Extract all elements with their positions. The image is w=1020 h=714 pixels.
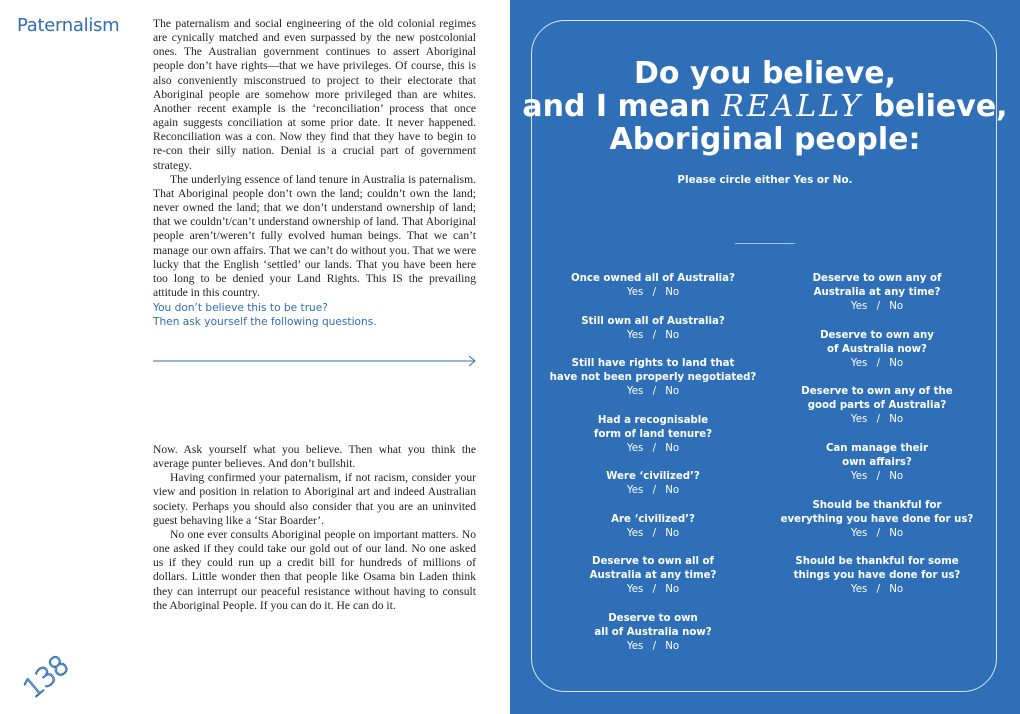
question-text: Can manage their own affairs?	[825, 443, 929, 469]
yes-no-answer[interactable]: Yes / No	[850, 584, 904, 596]
yes-no-answer[interactable]: Yes / No	[850, 301, 904, 313]
yes-no-answer[interactable]: Yes / No	[626, 641, 680, 653]
right-page	[510, 0, 1020, 714]
question-text: Deserve to own all of Australia now?	[594, 613, 712, 639]
question-item	[533, 513, 773, 541]
headline-really: REALLY	[721, 89, 864, 124]
question-item	[533, 470, 773, 498]
headline-line-3: Aboriginal people:	[609, 122, 921, 157]
arrow-right-icon	[153, 354, 479, 368]
paragraph: The underlying essence of land tenure in Australia is paternalism. That Aboriginal people don’t own the land; couldn’t own the land; never owned the land; that we don’t understand ownership of land; that we couldn’t/can’t understand ownership of land. That Aboriginal people aren’t/weren’t fully evolved human beings. That we can’t manage our own affairs. That we can’t do without you. That we were lucky that the English ‘settled’ our lands. That you have been here too long to be denied your Land Rights. This IS the prevailing attitude in this country.	[153, 172, 476, 299]
question-item	[757, 555, 997, 598]
yes-no-answer[interactable]: Yes / No	[850, 528, 904, 540]
body-text-bottom	[153, 443, 476, 613]
question-text: Still own all of Australia?	[581, 316, 725, 327]
paragraph: No one ever consults Aboriginal people on important matters. No one asked if they could take our gold out of our land. No one asked us if they could run up a credit bill for hundreds of millions of dollars. Little wonder then that people like Osama bin Laden think they can interrupt our peaceful resistance without having to consult the Aboriginal People. If you can do it. He can do it.	[153, 527, 476, 612]
page-number-text: 138	[17, 650, 75, 705]
yes-no-answer[interactable]: Yes / No	[626, 443, 680, 455]
yes-no-answer[interactable]: Yes / No	[626, 287, 680, 299]
headline	[510, 57, 1020, 156]
instruction: Please circle either Yes or No.	[677, 174, 853, 186]
divider	[735, 243, 795, 244]
question-text: Had a recognisable form of land tenure?	[593, 415, 713, 441]
yes-no-answer[interactable]: Yes / No	[850, 471, 904, 483]
yes-no-answer[interactable]: Yes / No	[626, 386, 680, 398]
question-text: Deserve to own all of Australia at any time?	[589, 556, 717, 582]
page-number	[16, 650, 76, 705]
question-item	[757, 385, 997, 428]
question-text: Are ‘civilized’?	[611, 514, 695, 525]
question-item	[757, 329, 997, 372]
question-item	[533, 272, 773, 300]
headline-and-i-mean: and I mean	[522, 89, 711, 124]
question-text: Should be thankful for everything you have done for us?	[780, 500, 974, 526]
question-text: Deserve to own any of Australia now?	[820, 330, 934, 356]
question-text: Were ‘civilized’?	[606, 471, 700, 482]
question-text: Once owned all of Australia?	[571, 273, 735, 284]
question-text: Deserve to own any of Australia at any time?	[812, 273, 942, 299]
headline-line-2	[510, 90, 1020, 123]
yes-no-answer[interactable]: Yes / No	[850, 358, 904, 370]
section-title: Paternalism	[17, 15, 120, 36]
question-item	[533, 555, 773, 598]
prompt-line: Then ask yourself the following questions.	[153, 316, 377, 328]
question-item	[533, 357, 773, 400]
question-item	[533, 414, 773, 457]
yes-no-answer[interactable]: Yes / No	[626, 584, 680, 596]
yes-no-answer[interactable]: Yes / No	[626, 528, 680, 540]
prompt-line: You don’t believe this to be true?	[153, 302, 328, 314]
body-text-top	[153, 17, 476, 300]
headline-believe: believe,	[873, 89, 1008, 124]
paragraph: Having confirmed your paternalism, if not racism, consider your view and position in relation to Aboriginal art and indeed Australian society. Perhaps you should also consider that you are an uninvited guest behaving like a ‘Star Boarder’.	[153, 471, 476, 527]
question-item	[757, 272, 997, 315]
yes-no-answer[interactable]: Yes / No	[850, 414, 904, 426]
question-item	[757, 499, 997, 542]
prompt-text	[153, 301, 377, 329]
question-item	[757, 442, 997, 485]
paragraph: Now. Ask yourself what you believe. Then what you think the average punter believes. And don’t bullshit.	[153, 443, 476, 471]
question-item	[533, 612, 773, 655]
headline-line-1: Do you believe,	[634, 56, 896, 91]
question-text: Should be thankful for some things you have done for us?	[793, 556, 961, 582]
question-item	[533, 315, 773, 343]
question-text: Still have rights to land that have not been properly negotiated?	[549, 358, 757, 384]
paragraph: The paternalism and social engineering of the old colonial regimes are cynically matched and even surpassed by the new postcolonial ones. The Australian government continues to assert Aboriginal people don’t have rights—that we have privileges. Of course, this is also conveniently misconstrued to project to their electorate that Aboriginal people are somehow more privileged than are whites. Another recent example is the ‘reconciliation’ process that once again suggests conciliation at some prior date. It never happened. Reconciliation was a con. Now they find that they have to begin to re-con their silly nation. Denial is a crucial part of government strategy.	[153, 17, 476, 172]
yes-no-answer[interactable]: Yes / No	[626, 485, 680, 497]
question-text: Deserve to own any of the good parts of Australia?	[801, 386, 953, 412]
yes-no-answer[interactable]: Yes / No	[626, 330, 680, 342]
